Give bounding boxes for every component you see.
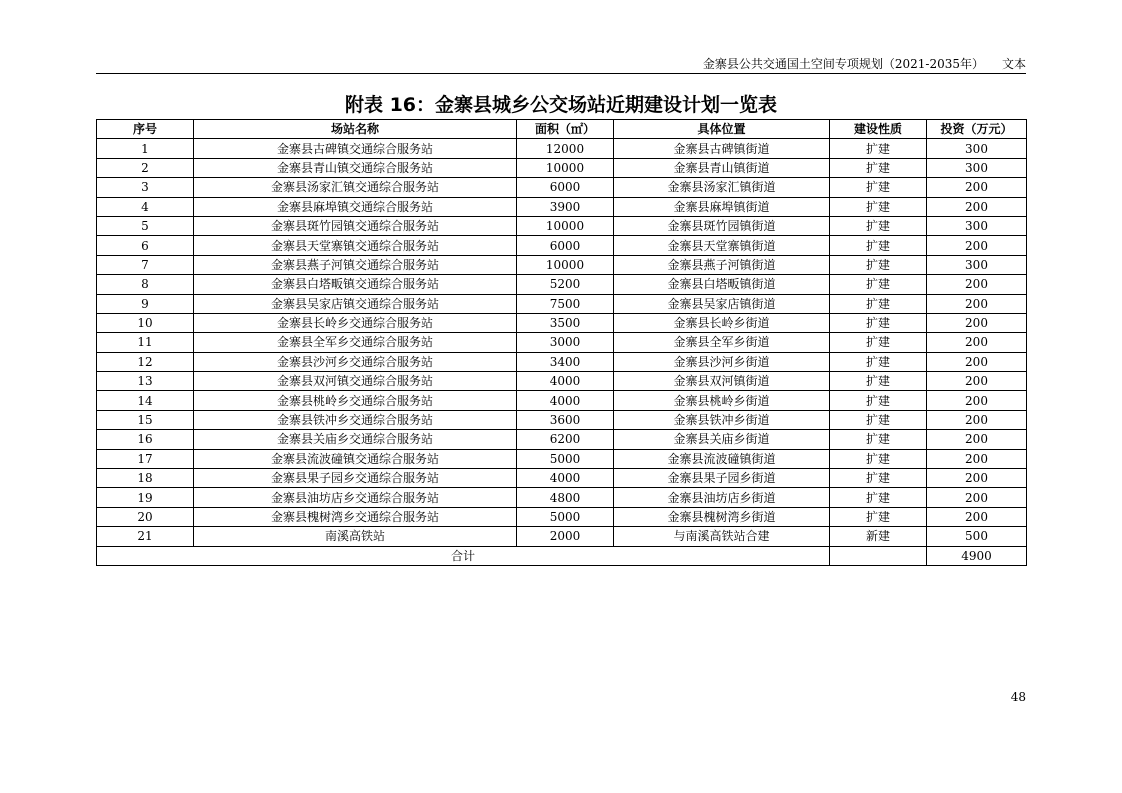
cell-area: 5000 bbox=[517, 507, 614, 526]
table-row bbox=[97, 430, 1027, 449]
table-row bbox=[97, 391, 1027, 410]
cell-location: 金寨县全军乡街道 bbox=[614, 333, 830, 352]
table-row bbox=[97, 294, 1027, 313]
cell-name: 金寨县长岭乡交通综合服务站 bbox=[194, 313, 517, 332]
cell-area: 12000 bbox=[517, 139, 614, 158]
cell-nature: 扩建 bbox=[830, 294, 927, 313]
cell-seq: 11 bbox=[97, 333, 194, 352]
cell-investment: 500 bbox=[927, 527, 1027, 546]
header-doc-type: 文本 bbox=[1001, 57, 1026, 71]
table-row bbox=[97, 255, 1027, 274]
cell-investment: 200 bbox=[927, 488, 1027, 507]
cell-seq: 3 bbox=[97, 178, 194, 197]
col-header-name: 场站名称 bbox=[194, 120, 517, 139]
cell-location: 金寨县长岭乡街道 bbox=[614, 313, 830, 332]
cell-nature: 新建 bbox=[830, 527, 927, 546]
cell-nature: 扩建 bbox=[830, 216, 927, 235]
cell-nature: 扩建 bbox=[830, 197, 927, 216]
total-row bbox=[97, 546, 1027, 565]
cell-location: 金寨县桃岭乡街道 bbox=[614, 391, 830, 410]
cell-name: 金寨县桃岭乡交通综合服务站 bbox=[194, 391, 517, 410]
cell-location: 与南溪高铁站合建 bbox=[614, 527, 830, 546]
cell-location: 金寨县双河镇街道 bbox=[614, 372, 830, 391]
page-header bbox=[96, 56, 1026, 72]
cell-location: 金寨县关庙乡街道 bbox=[614, 430, 830, 449]
cell-seq: 18 bbox=[97, 469, 194, 488]
cell-investment: 300 bbox=[927, 255, 1027, 274]
cell-name: 金寨县麻埠镇交通综合服务站 bbox=[194, 197, 517, 216]
cell-seq: 19 bbox=[97, 488, 194, 507]
cell-investment: 200 bbox=[927, 352, 1027, 371]
cell-location: 金寨县燕子河镇街道 bbox=[614, 255, 830, 274]
cell-area: 4800 bbox=[517, 488, 614, 507]
cell-location: 金寨县古碑镇街道 bbox=[614, 139, 830, 158]
table-row bbox=[97, 507, 1027, 526]
header-title: 金寨县公共交通国土空间专项规划（2021-2035年） bbox=[702, 57, 984, 71]
table-row bbox=[97, 352, 1027, 371]
table-row bbox=[97, 333, 1027, 352]
table-row bbox=[97, 469, 1027, 488]
cell-investment: 200 bbox=[927, 313, 1027, 332]
cell-location: 金寨县白塔畈镇街道 bbox=[614, 275, 830, 294]
cell-area: 3900 bbox=[517, 197, 614, 216]
cell-seq: 8 bbox=[97, 275, 194, 294]
cell-area: 10000 bbox=[517, 255, 614, 274]
cell-name: 金寨县古碑镇交通综合服务站 bbox=[194, 139, 517, 158]
table-header-row bbox=[97, 120, 1027, 139]
table-row bbox=[97, 372, 1027, 391]
table-row bbox=[97, 488, 1027, 507]
cell-seq: 16 bbox=[97, 430, 194, 449]
cell-investment: 200 bbox=[927, 294, 1027, 313]
cell-area: 2000 bbox=[517, 527, 614, 546]
cell-nature: 扩建 bbox=[830, 313, 927, 332]
col-header-investment: 投资（万元） bbox=[927, 120, 1027, 139]
table-body bbox=[97, 139, 1027, 546]
table-row bbox=[97, 275, 1027, 294]
cell-investment: 200 bbox=[927, 449, 1027, 468]
cell-location: 金寨县吴家店镇街道 bbox=[614, 294, 830, 313]
cell-area: 6200 bbox=[517, 430, 614, 449]
cell-investment: 200 bbox=[927, 469, 1027, 488]
cell-seq: 6 bbox=[97, 236, 194, 255]
construction-plan-table bbox=[96, 119, 1027, 566]
cell-seq: 14 bbox=[97, 391, 194, 410]
cell-seq: 9 bbox=[97, 294, 194, 313]
cell-name: 金寨县槐树湾乡交通综合服务站 bbox=[194, 507, 517, 526]
cell-area: 3500 bbox=[517, 313, 614, 332]
cell-investment: 200 bbox=[927, 391, 1027, 410]
cell-nature: 扩建 bbox=[830, 469, 927, 488]
col-header-seq: 序号 bbox=[97, 120, 194, 139]
cell-location: 金寨县流波䃥镇街道 bbox=[614, 449, 830, 468]
cell-nature: 扩建 bbox=[830, 372, 927, 391]
cell-investment: 300 bbox=[927, 139, 1027, 158]
cell-area: 3400 bbox=[517, 352, 614, 371]
cell-area: 10000 bbox=[517, 158, 614, 177]
cell-area: 6000 bbox=[517, 178, 614, 197]
cell-seq: 5 bbox=[97, 216, 194, 235]
table-row bbox=[97, 410, 1027, 429]
header-rule bbox=[96, 73, 1026, 74]
col-header-nature: 建设性质 bbox=[830, 120, 927, 139]
cell-name: 金寨县汤家汇镇交通综合服务站 bbox=[194, 178, 517, 197]
table-row bbox=[97, 313, 1027, 332]
cell-name: 金寨县天堂寨镇交通综合服务站 bbox=[194, 236, 517, 255]
cell-nature: 扩建 bbox=[830, 333, 927, 352]
cell-nature: 扩建 bbox=[830, 352, 927, 371]
col-header-area: 面积（㎡） bbox=[517, 120, 614, 139]
cell-nature: 扩建 bbox=[830, 507, 927, 526]
cell-location: 金寨县汤家汇镇街道 bbox=[614, 178, 830, 197]
cell-nature: 扩建 bbox=[830, 391, 927, 410]
cell-name: 金寨县沙河乡交通综合服务站 bbox=[194, 352, 517, 371]
cell-area: 4000 bbox=[517, 391, 614, 410]
cell-nature: 扩建 bbox=[830, 158, 927, 177]
table-row bbox=[97, 197, 1027, 216]
table-row bbox=[97, 216, 1027, 235]
cell-name: 金寨县斑竹园镇交通综合服务站 bbox=[194, 216, 517, 235]
cell-name: 金寨县果子园乡交通综合服务站 bbox=[194, 469, 517, 488]
cell-seq: 4 bbox=[97, 197, 194, 216]
cell-name: 金寨县铁冲乡交通综合服务站 bbox=[194, 410, 517, 429]
cell-area: 6000 bbox=[517, 236, 614, 255]
cell-area: 10000 bbox=[517, 216, 614, 235]
total-nature-cell bbox=[830, 546, 927, 565]
cell-nature: 扩建 bbox=[830, 275, 927, 294]
page-number: 48 bbox=[1010, 690, 1026, 704]
cell-investment: 200 bbox=[927, 275, 1027, 294]
cell-area: 5200 bbox=[517, 275, 614, 294]
cell-investment: 200 bbox=[927, 372, 1027, 391]
table-row bbox=[97, 449, 1027, 468]
total-investment: 4900 bbox=[927, 546, 1027, 565]
cell-location: 金寨县油坊店乡街道 bbox=[614, 488, 830, 507]
cell-nature: 扩建 bbox=[830, 488, 927, 507]
cell-investment: 200 bbox=[927, 410, 1027, 429]
table-row bbox=[97, 158, 1027, 177]
cell-name: 金寨县全军乡交通综合服务站 bbox=[194, 333, 517, 352]
cell-name: 金寨县双河镇交通综合服务站 bbox=[194, 372, 517, 391]
table-row bbox=[97, 527, 1027, 546]
cell-area: 3600 bbox=[517, 410, 614, 429]
cell-seq: 17 bbox=[97, 449, 194, 468]
cell-nature: 扩建 bbox=[830, 139, 927, 158]
col-header-location: 具体位置 bbox=[614, 120, 830, 139]
cell-investment: 200 bbox=[927, 333, 1027, 352]
cell-investment: 300 bbox=[927, 216, 1027, 235]
cell-seq: 1 bbox=[97, 139, 194, 158]
cell-name: 金寨县白塔畈镇交通综合服务站 bbox=[194, 275, 517, 294]
cell-name: 金寨县青山镇交通综合服务站 bbox=[194, 158, 517, 177]
cell-location: 金寨县天堂寨镇街道 bbox=[614, 236, 830, 255]
cell-area: 7500 bbox=[517, 294, 614, 313]
cell-area: 4000 bbox=[517, 372, 614, 391]
cell-name: 金寨县吴家店镇交通综合服务站 bbox=[194, 294, 517, 313]
table-row bbox=[97, 139, 1027, 158]
table-title: 附表 16：金寨县城乡公交场站近期建设计划一览表 bbox=[344, 94, 778, 116]
cell-name: 金寨县流波䃥镇交通综合服务站 bbox=[194, 449, 517, 468]
cell-nature: 扩建 bbox=[830, 430, 927, 449]
cell-investment: 300 bbox=[927, 158, 1027, 177]
cell-name: 金寨县燕子河镇交通综合服务站 bbox=[194, 255, 517, 274]
cell-location: 金寨县斑竹园镇街道 bbox=[614, 216, 830, 235]
cell-nature: 扩建 bbox=[830, 178, 927, 197]
cell-seq: 12 bbox=[97, 352, 194, 371]
cell-name: 金寨县油坊店乡交通综合服务站 bbox=[194, 488, 517, 507]
cell-location: 金寨县铁冲乡街道 bbox=[614, 410, 830, 429]
cell-location: 金寨县沙河乡街道 bbox=[614, 352, 830, 371]
cell-seq: 10 bbox=[97, 313, 194, 332]
cell-location: 金寨县槐树湾乡街道 bbox=[614, 507, 830, 526]
cell-name: 金寨县关庙乡交通综合服务站 bbox=[194, 430, 517, 449]
cell-seq: 21 bbox=[97, 527, 194, 546]
table-row bbox=[97, 178, 1027, 197]
cell-investment: 200 bbox=[927, 178, 1027, 197]
cell-nature: 扩建 bbox=[830, 236, 927, 255]
table-row bbox=[97, 236, 1027, 255]
cell-seq: 2 bbox=[97, 158, 194, 177]
cell-nature: 扩建 bbox=[830, 255, 927, 274]
cell-seq: 13 bbox=[97, 372, 194, 391]
cell-investment: 200 bbox=[927, 430, 1027, 449]
cell-investment: 200 bbox=[927, 507, 1027, 526]
cell-investment: 200 bbox=[927, 197, 1027, 216]
cell-location: 金寨县麻埠镇街道 bbox=[614, 197, 830, 216]
cell-location: 金寨县果子园乡街道 bbox=[614, 469, 830, 488]
cell-nature: 扩建 bbox=[830, 449, 927, 468]
cell-nature: 扩建 bbox=[830, 410, 927, 429]
cell-location: 金寨县青山镇街道 bbox=[614, 158, 830, 177]
cell-area: 5000 bbox=[517, 449, 614, 468]
cell-seq: 20 bbox=[97, 507, 194, 526]
total-label: 合计 bbox=[97, 546, 830, 565]
cell-area: 3000 bbox=[517, 333, 614, 352]
cell-name: 南溪高铁站 bbox=[194, 527, 517, 546]
cell-area: 4000 bbox=[517, 469, 614, 488]
cell-investment: 200 bbox=[927, 236, 1027, 255]
cell-seq: 15 bbox=[97, 410, 194, 429]
cell-seq: 7 bbox=[97, 255, 194, 274]
